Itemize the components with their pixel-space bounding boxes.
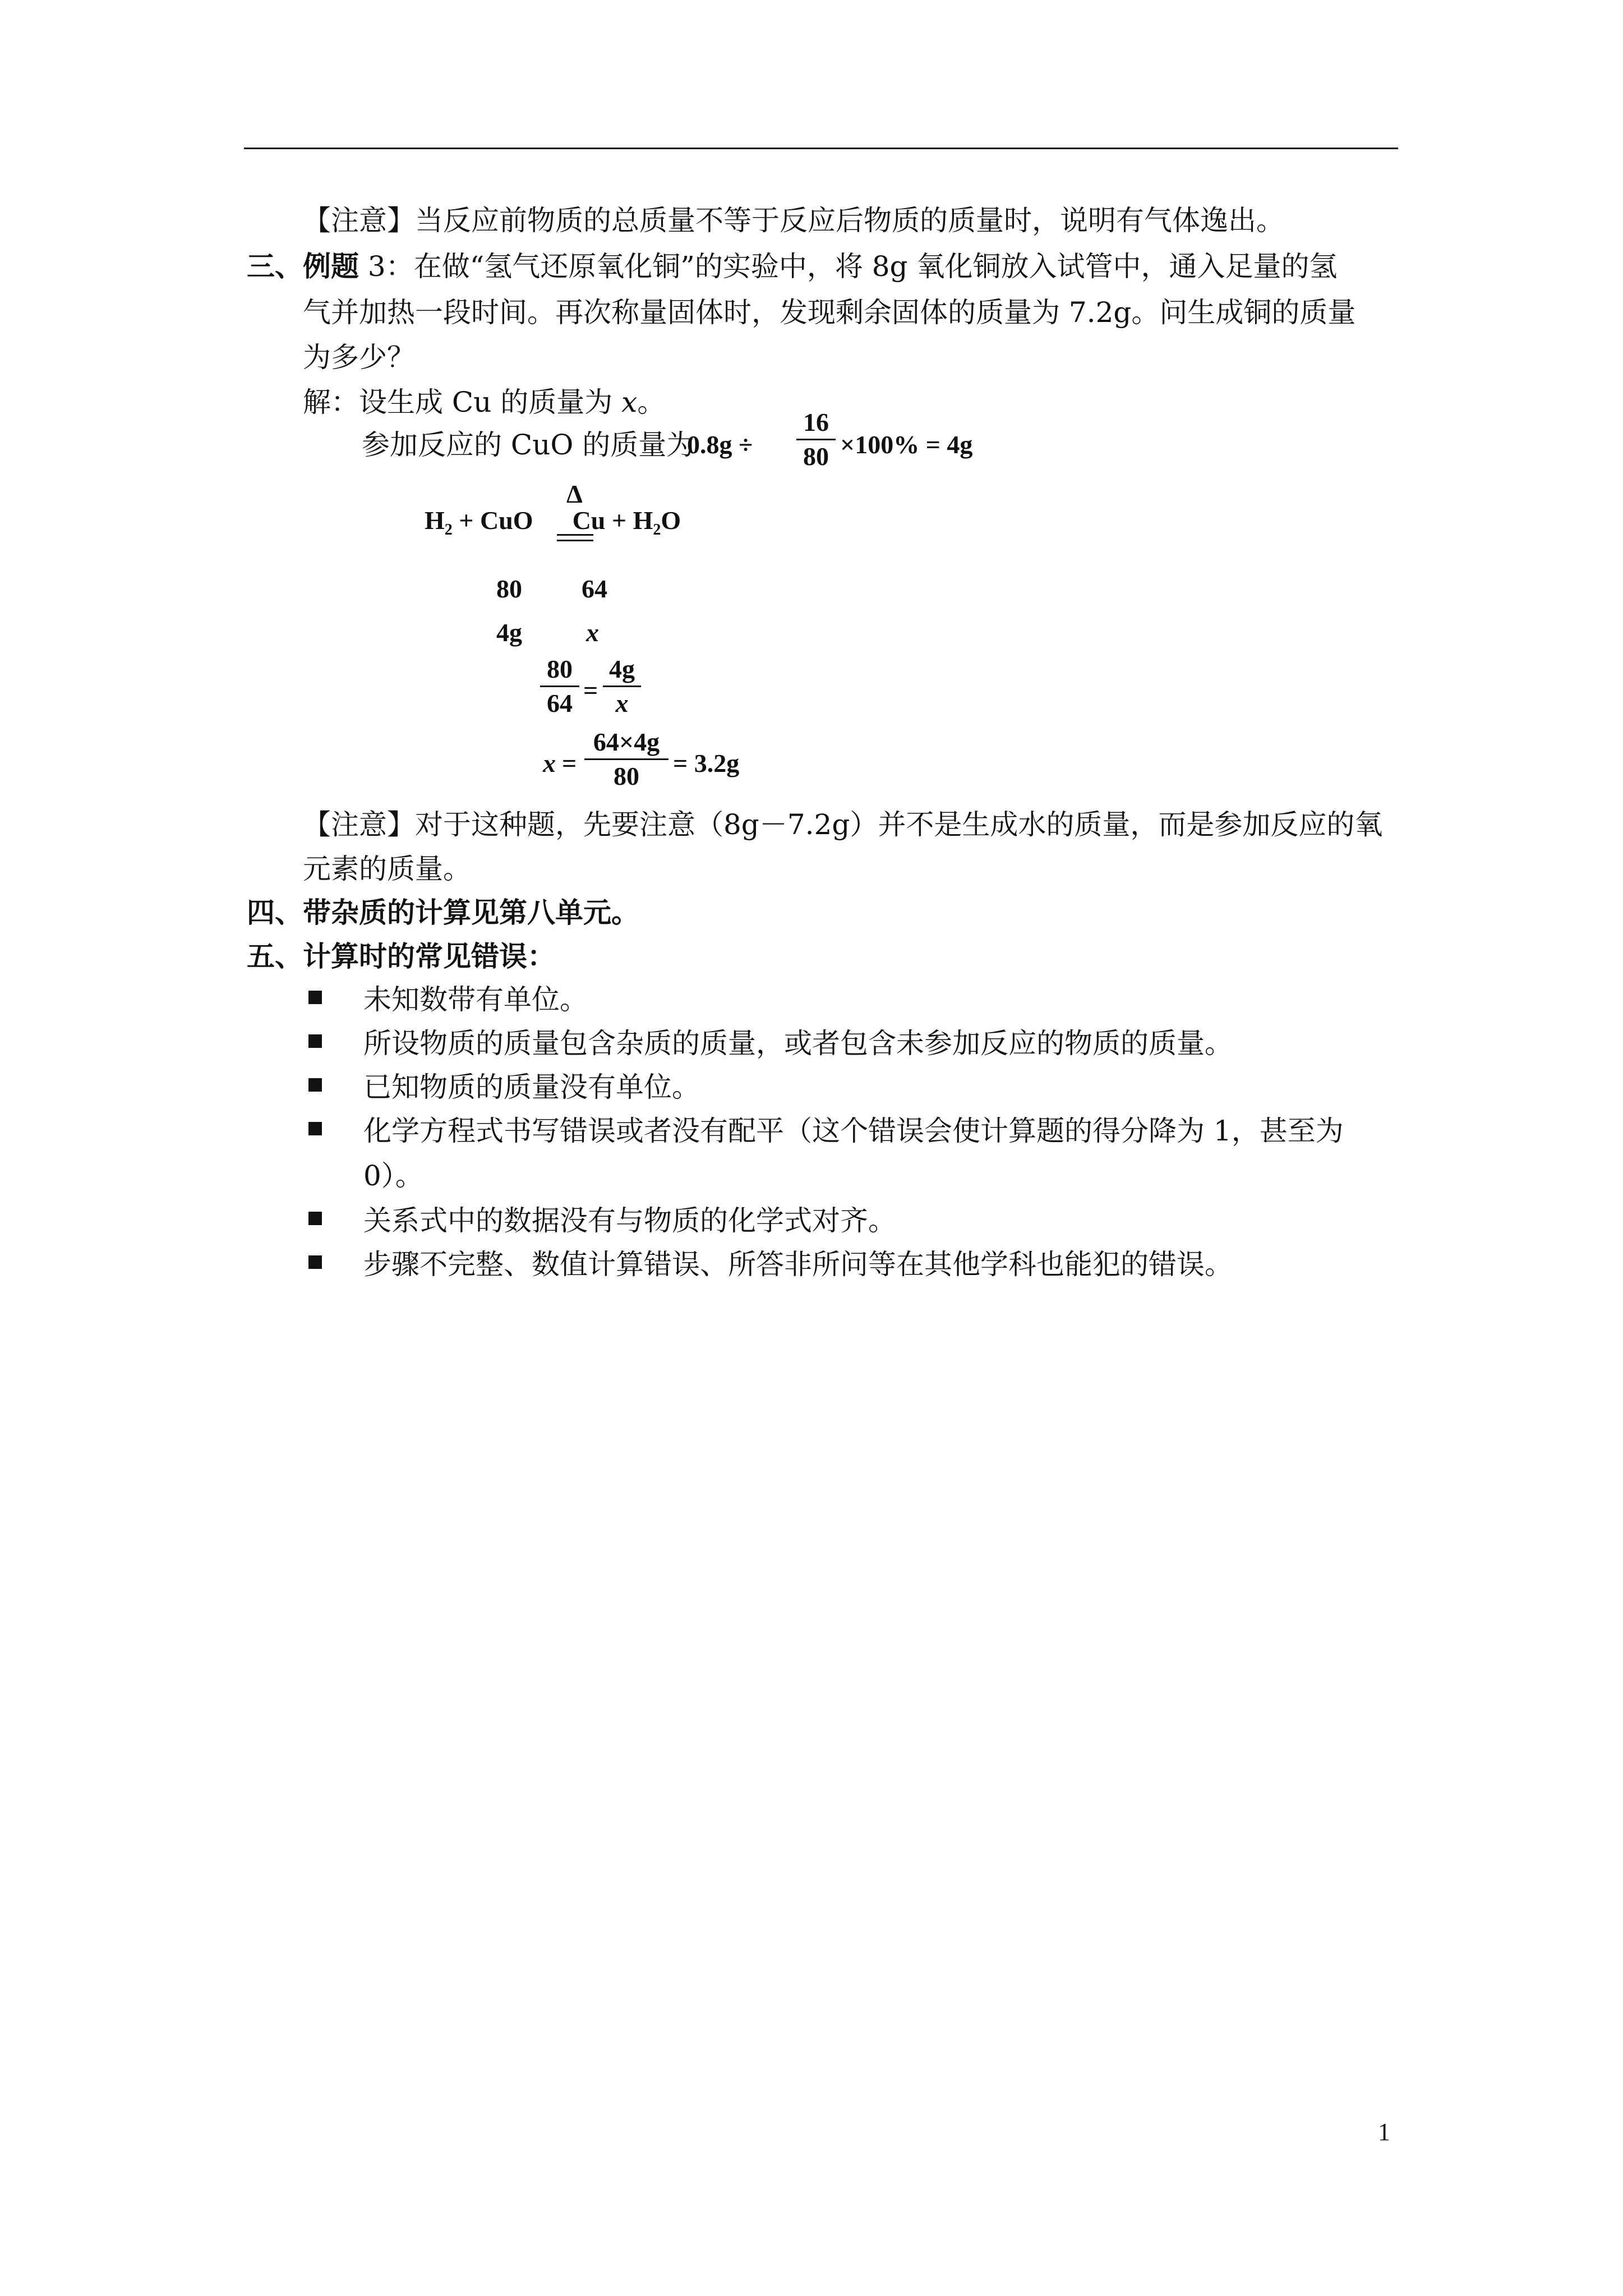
note-2-line-2: 元素的质量。 xyxy=(303,853,471,885)
eq-o: O xyxy=(661,506,681,535)
result-den: 80 xyxy=(614,762,639,790)
proportion-left-den: 64 xyxy=(547,689,573,717)
proportion-equals: = xyxy=(583,676,598,705)
ratio-80: 80 xyxy=(496,574,522,603)
note-1-text: 当反应前物质的总质量不等于反应后物质的质量时，说明有气体逸出。 xyxy=(415,204,1284,237)
proportion-right xyxy=(603,656,641,716)
solution-intro xyxy=(303,388,665,416)
example-text-1: ：在做“氢气还原氧化铜”的实验中，将 8g 氧化铜放入试管中，通入足量的氢 xyxy=(385,250,1338,283)
eq-h: H xyxy=(425,506,445,535)
bullet-square xyxy=(308,1255,322,1269)
equation-bar-bottom xyxy=(557,540,593,541)
eq-h2o-sub: 2 xyxy=(653,521,661,539)
eq-cuo: + CuO xyxy=(452,506,533,535)
result-num: 64×4g xyxy=(593,728,660,756)
result-equals: = xyxy=(562,749,577,777)
bullet-square xyxy=(308,1212,322,1225)
chemical-equation xyxy=(425,508,681,538)
cuo-expr-a: 0.8g ÷ xyxy=(687,430,753,459)
cuo-expr-b: ×100% = 4g xyxy=(840,430,973,459)
note-2-label: 【注意】 xyxy=(303,808,415,841)
bullet-square xyxy=(308,991,322,1004)
ratio-4g: 4g xyxy=(496,618,522,647)
result-fraction xyxy=(584,729,668,789)
example-3-line-3: 为多少？ xyxy=(303,341,415,374)
fraction-bar xyxy=(584,758,668,760)
fraction-bar xyxy=(540,685,579,687)
bullet-square xyxy=(308,1034,322,1048)
section-3-heading: 三、 xyxy=(247,250,303,283)
solution-intro-end: 。 xyxy=(637,386,666,418)
error-item-1: 未知数带有单位。 xyxy=(363,983,588,1016)
example-label: 例题 xyxy=(303,250,359,283)
error-item-4: 化学方程式书写错误或者没有配平（这个错误会使计算题的得分降为 1，甚至为 xyxy=(363,1115,1344,1147)
error-item-6: 步骤不完整、数值计算错误、所答非所问等在其他学科也能犯的错误。 xyxy=(363,1248,1233,1281)
fraction-bar xyxy=(603,685,641,687)
result-x: x xyxy=(543,749,556,777)
solution-intro-text: 解：设生成 Cu 的质量为 xyxy=(303,386,622,418)
proportion-right-num: 4g xyxy=(609,655,635,683)
bullet-square xyxy=(308,1122,322,1135)
heating-delta: Δ xyxy=(566,480,583,508)
proportion-right-den: x xyxy=(615,689,629,717)
error-item-4-cont: 0）。 xyxy=(363,1159,423,1192)
section-5-heading: 五、计算时的常见错误： xyxy=(247,940,555,973)
page-number: 1 xyxy=(1378,2118,1390,2146)
proportion-left xyxy=(540,656,579,716)
example-3-line-2: 气并加热一段时间。再次称量固体时，发现剩余固体的质量为 7.2g。问生成铜的质量 xyxy=(303,296,1356,329)
error-item-2: 所设物质的质量包含杂质的质量，或者包含未参加反应的物质的质量。 xyxy=(363,1027,1233,1060)
result-value: = 3.2g xyxy=(673,749,740,777)
note-2-text-1: 对于这种题，先要注意（8g－7.2g）并不是生成水的质量，而是参加反应的氧 xyxy=(415,808,1383,841)
cuo-fraction-den: 80 xyxy=(803,442,829,471)
note-2-line-1 xyxy=(303,808,1383,841)
eq-products: Cu + H xyxy=(572,506,653,535)
error-item-5: 关系式中的数据没有与物质的化学式对齐。 xyxy=(363,1204,896,1237)
fraction-bar xyxy=(796,439,836,440)
note-1 xyxy=(303,204,1284,237)
example-number: 3 xyxy=(367,250,386,283)
error-item-3: 已知物质的质量没有单位。 xyxy=(363,1071,700,1103)
cuo-fraction-num: 16 xyxy=(803,408,829,436)
ratio-64: 64 xyxy=(582,574,607,603)
eq-h-sub: 2 xyxy=(444,521,453,539)
cuo-mass-text: 参加反应的 CuO 的质量为 xyxy=(362,429,695,461)
proportion-left-num: 80 xyxy=(547,655,573,683)
ratio-x: x xyxy=(586,618,599,647)
header-rule xyxy=(244,148,1398,149)
example-3-line-1 xyxy=(247,250,1338,283)
solution-variable: x xyxy=(621,386,638,418)
note-1-label: 【注意】 xyxy=(303,204,415,237)
bullet-square xyxy=(308,1078,322,1092)
section-4: 四、带杂质的计算见第八单元。 xyxy=(247,896,639,929)
cuo-fraction xyxy=(796,409,836,470)
